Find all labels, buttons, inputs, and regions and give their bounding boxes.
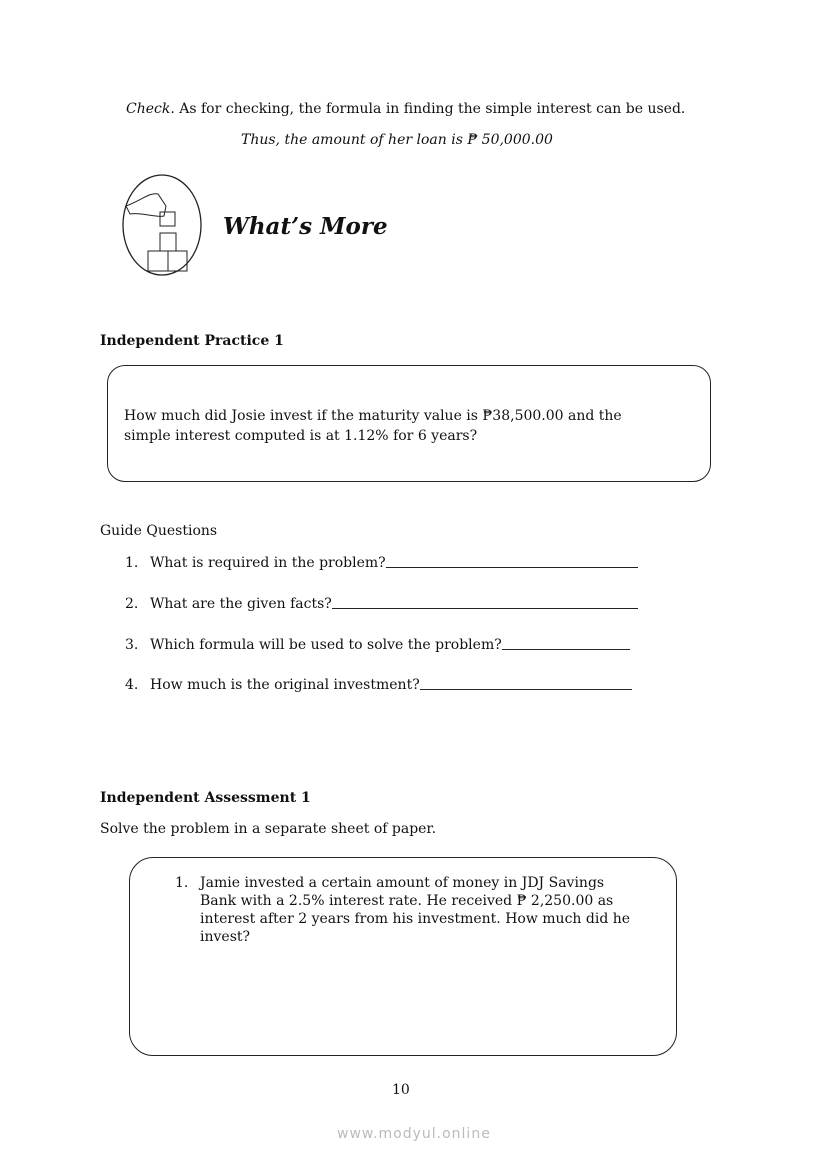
assessment-title: Independent Assessment 1 bbox=[100, 790, 311, 806]
page-number: 10 bbox=[392, 1082, 410, 1098]
answer-blank[interactable] bbox=[386, 566, 638, 568]
answer-blank[interactable] bbox=[420, 688, 632, 690]
problem-line: interest after 2 years from his investment. How much did he bbox=[200, 911, 631, 927]
question-number: 4. bbox=[125, 677, 139, 693]
assessment-problem-box bbox=[129, 857, 677, 1056]
check-lead: Check. bbox=[126, 101, 175, 117]
problem-line: Jamie invested a certain amount of money in JDJ Savings bbox=[200, 875, 605, 891]
problem-line-2: simple interest computed is at 1.12% for 6 years? bbox=[124, 428, 478, 444]
section-heading: What’s More bbox=[223, 213, 388, 240]
question-number: 1. bbox=[125, 555, 139, 571]
guide-questions-title: Guide Questions bbox=[100, 523, 218, 539]
question-text: What are the given facts? bbox=[150, 596, 332, 612]
question-number: 2. bbox=[125, 596, 139, 612]
conclusion: Thus, the amount of her loan is ₱ 50,000.00 bbox=[241, 132, 553, 148]
building-blocks-icon bbox=[112, 172, 216, 280]
question-text: Which formula will be used to solve the problem? bbox=[150, 637, 502, 653]
item-number: 1. bbox=[175, 875, 189, 891]
question-text: How much is the original investment? bbox=[150, 677, 420, 693]
problem-line-1: How much did Josie invest if the maturity value is ₱38,500.00 and the bbox=[124, 408, 622, 424]
check-paragraph bbox=[126, 101, 685, 117]
problem-line: invest? bbox=[200, 929, 251, 945]
guide-question bbox=[125, 596, 638, 612]
answer-blank[interactable] bbox=[502, 648, 630, 650]
practice-title: Independent Practice 1 bbox=[100, 333, 284, 349]
question-text: What is required in the problem? bbox=[150, 555, 386, 571]
check-text: As for checking, the formula in finding the simple interest can be used. bbox=[174, 101, 686, 117]
question-number: 3. bbox=[125, 637, 139, 653]
guide-question bbox=[125, 637, 630, 653]
practice-problem-box bbox=[107, 365, 711, 482]
problem-line: Bank with a 2.5% interest rate. He received ₱ 2,250.00 as bbox=[200, 893, 614, 909]
footer-watermark: www.modyul.online bbox=[337, 1126, 491, 1142]
guide-question bbox=[125, 677, 632, 693]
guide-question bbox=[125, 555, 638, 571]
assessment-instruction: Solve the problem in a separate sheet of paper. bbox=[100, 821, 437, 837]
answer-blank[interactable] bbox=[332, 607, 638, 609]
